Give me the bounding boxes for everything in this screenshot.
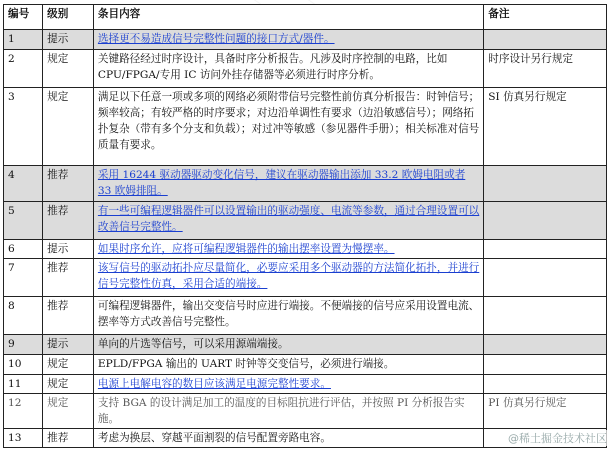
cell-note — [484, 355, 607, 375]
table-row — [4, 297, 607, 335]
cell-content: 考虑为换层、穿越平面割裂的信号配置旁路电容。 — [93, 429, 483, 448]
cell-level: 推荐 — [43, 429, 94, 448]
cell-no: 12 — [4, 394, 43, 429]
cell-no: 7 — [4, 259, 43, 297]
cell-note: 时序设计另行规定 — [484, 50, 607, 88]
header-no: 编号 — [4, 5, 43, 30]
content-link[interactable]: 如果时序允许，应将可编程逻辑器件的输出摆率设置为慢摆率。 — [97, 243, 395, 255]
cell-content: 单向的片选等信号，可以采用源端端接。 — [93, 335, 483, 355]
content-link[interactable]: 电源上电解电容的数目应该满足电源完整性要求。 — [97, 378, 331, 390]
table-row — [4, 375, 607, 394]
content-link[interactable]: 该写信号的驱动拓扑应尽量简化，必要应采用多个驱动器的方法简化拓扑，并进行信号完整性仿真，采用合适的端接。 — [97, 262, 480, 290]
table-row — [4, 259, 607, 297]
cell-content — [93, 202, 483, 240]
header-level: 级别 — [43, 5, 94, 30]
cell-no: 1 — [4, 30, 43, 50]
table-row — [4, 88, 607, 166]
content-link[interactable]: 采用 16244 驱动器驱动变化信号，建议在驱动器输出添加 33.2 欧姆电阻或者 33 欧姆排阻。 — [97, 169, 466, 197]
table-row — [4, 50, 607, 88]
cell-content — [93, 259, 483, 297]
cell-level: 提示 — [43, 240, 94, 259]
content-link[interactable]: 选择更不易造成信号完整性问题的接口方式/器件。 — [97, 33, 335, 45]
table-row — [4, 202, 607, 240]
checklist-table — [3, 4, 607, 448]
cell-no: 3 — [4, 88, 43, 166]
cell-level: 推荐 — [43, 166, 94, 202]
cell-content — [93, 166, 483, 202]
cell-level: 提示 — [43, 30, 94, 50]
cell-level: 推荐 — [43, 202, 94, 240]
table-row — [4, 240, 607, 259]
cell-level: 推荐 — [43, 297, 94, 335]
footer-watermark: @稀土掘金技术社区 — [508, 432, 607, 445]
cell-content — [93, 375, 483, 394]
cell-no: 2 — [4, 50, 43, 88]
cell-content: 可编程逻辑器件，输出交变信号时应进行端接。不便端接的信号应采用设置电流、摆率等方式改善信号完整性。 — [93, 297, 483, 335]
cell-content: 关键路径经过时序设计，具备时序分析报告。凡涉及时序控制的电路，比如CPU/FPGA/专用 IC 访问外挂存储器等必须进行时序分析。 — [93, 50, 483, 88]
table-row — [4, 335, 607, 355]
cell-note — [484, 259, 607, 297]
cell-note — [484, 240, 607, 259]
cell-no: 4 — [4, 166, 43, 202]
cell-no: 6 — [4, 240, 43, 259]
cell-note — [484, 30, 607, 50]
cell-level: 规定 — [43, 355, 94, 375]
table-row — [4, 355, 607, 375]
cell-no: 5 — [4, 202, 43, 240]
cell-note — [484, 202, 607, 240]
table-header-row — [4, 5, 607, 30]
table-row — [4, 394, 607, 429]
cell-content — [93, 30, 483, 50]
header-content: 条目内容 — [93, 5, 483, 30]
table-row — [4, 166, 607, 202]
cell-level: 规定 — [43, 50, 94, 88]
cell-note — [484, 297, 607, 335]
cell-level: 规定 — [43, 394, 94, 429]
cell-no: 11 — [4, 375, 43, 394]
cell-note: SI 仿真另行规定 — [484, 88, 607, 166]
cell-note — [484, 375, 607, 394]
cell-no: 10 — [4, 355, 43, 375]
cell-no: 13 — [4, 429, 43, 448]
cell-level: 规定 — [43, 88, 94, 166]
cell-content: EPLD/FPGA 输出的 UART 时钟等交变信号，必须进行端接。 — [93, 355, 483, 375]
table-row — [4, 30, 607, 50]
cell-level: 推荐 — [43, 259, 94, 297]
header-note: 备注 — [484, 5, 607, 30]
cell-content — [93, 240, 483, 259]
cell-content: 满足以下任意一项或多项的网络必须附带信号完整性前仿真分析报告：时钟信号；频率较高；有较严格的时序要求；对边沿单调性有要求（边沿敏感信号）；网络拓扑复杂（带有多个分支和负载）；对过冲等敏感（参见器件手册）；相关标准对信号质量有要求。 — [93, 88, 483, 166]
cell-level: 提示 — [43, 335, 94, 355]
cell-no: 8 — [4, 297, 43, 335]
cell-note — [484, 166, 607, 202]
content-link[interactable]: 有一些可编程逻辑器件可以设置输出的驱动强度、电流等参数，通过合理设置可以改善信号完整性。 — [97, 205, 480, 233]
cell-note — [484, 335, 607, 355]
cell-note: PI 仿真另行规定 — [484, 394, 607, 429]
cell-content: 支持 BGA 的设计满足加工的温度的目标阻抗进行评估，并按照 PI 分析报告实施。 — [93, 394, 483, 429]
cell-no: 9 — [4, 335, 43, 355]
cell-level: 规定 — [43, 375, 94, 394]
